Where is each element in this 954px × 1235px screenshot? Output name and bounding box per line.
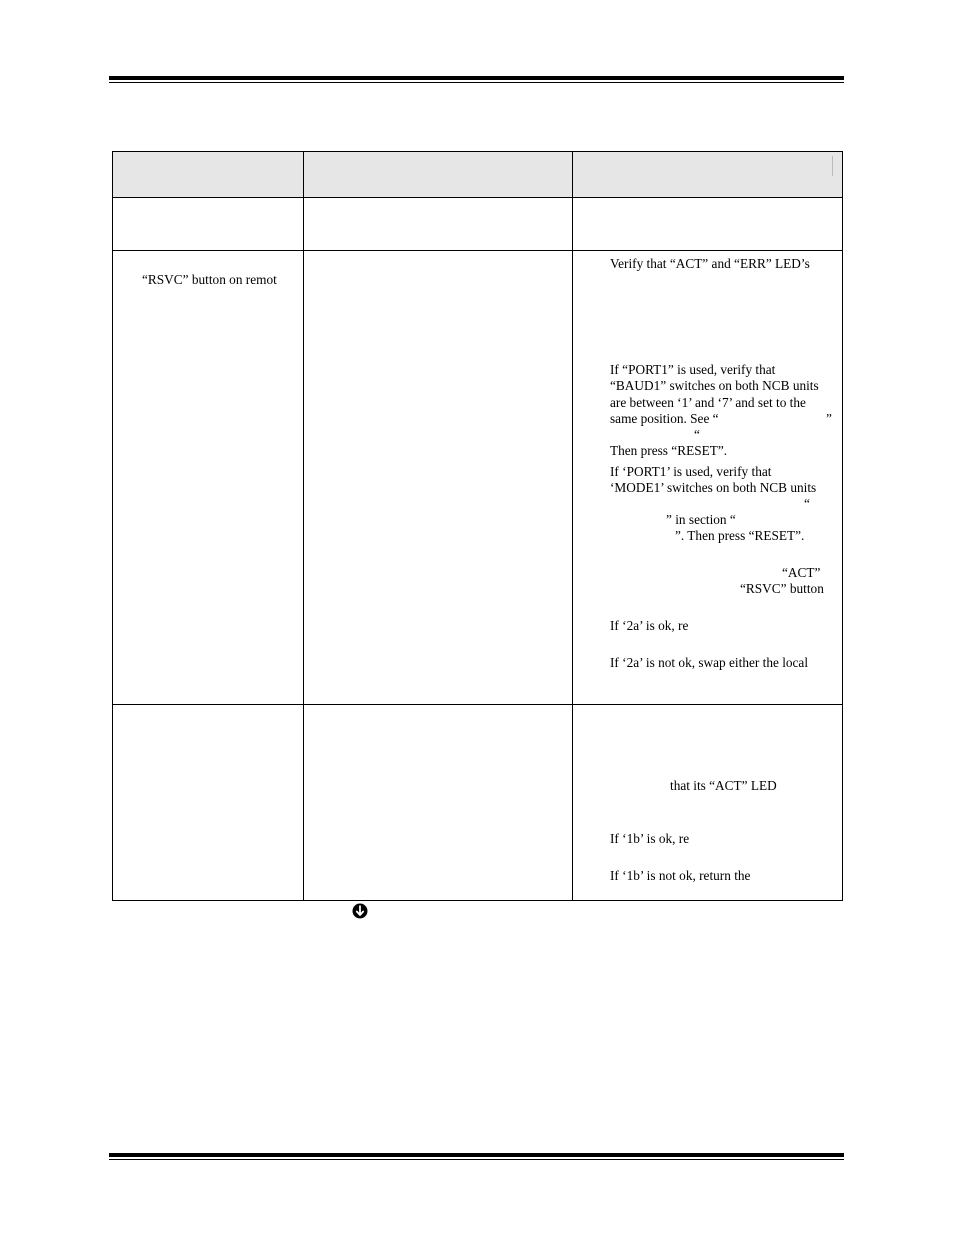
row2-step-line: Verify that “ACT” and “ERR” LED’s <box>610 256 810 271</box>
row3-step-line: If ‘1b’ is ok, re <box>610 831 690 846</box>
table-header-row <box>113 152 842 197</box>
row-divider-2 <box>112 704 843 705</box>
row2-step-line: ” <box>826 411 832 426</box>
table-border-top <box>112 151 843 152</box>
row2-step-line: “ACT” <box>782 565 821 580</box>
footer-rule-thick <box>109 1153 844 1157</box>
row2-step-line: “ <box>804 496 810 511</box>
table-border-bottom <box>112 900 843 901</box>
footer-rule-thin <box>109 1159 844 1160</box>
header-rule-thick <box>109 76 844 80</box>
arrow-down-circle-icon <box>352 903 368 919</box>
row2-step-line: “RSVC” button <box>740 581 824 596</box>
column-divider-1 <box>303 151 304 901</box>
row2-step-line: If ‘2a’ is ok, re <box>610 618 689 633</box>
row2-step-line: If ‘PORT1’ is used, verify that <box>610 464 772 479</box>
row2-step-line: are between ‘1’ and ‘7’ and set to the <box>610 395 806 410</box>
header-tick <box>832 156 833 176</box>
row2-step-line: “BAUD1” switches on both NCB units <box>610 378 819 393</box>
table-border-right <box>842 151 843 901</box>
column-divider-2 <box>572 151 573 901</box>
row2-step-line: ” in section “ <box>666 512 736 527</box>
row2-step-line: same position. See “ <box>610 411 719 426</box>
header-rule-thin <box>109 82 844 83</box>
row2-step-line: “ <box>694 427 700 442</box>
row2-problem-text: “RSVC” button on remot <box>142 272 277 287</box>
row2-step-line: ‘MODE1’ switches on both NCB units <box>610 480 817 495</box>
row2-step-line: If ‘2a’ is not ok, swap either the local <box>610 655 809 670</box>
row2-step-line: If “PORT1” is used, verify that <box>610 362 776 377</box>
row3-step-line: If ‘1b’ is not ok, return the <box>610 868 751 883</box>
row-divider-header <box>112 197 843 198</box>
table-border-left <box>112 151 113 901</box>
row2-step-line: Then press “RESET”. <box>610 443 728 458</box>
row3-step-line: that its “ACT” LED <box>670 778 777 793</box>
row2-step-line: ”. Then press “RESET”. <box>675 528 805 543</box>
row-divider-1 <box>112 250 843 251</box>
